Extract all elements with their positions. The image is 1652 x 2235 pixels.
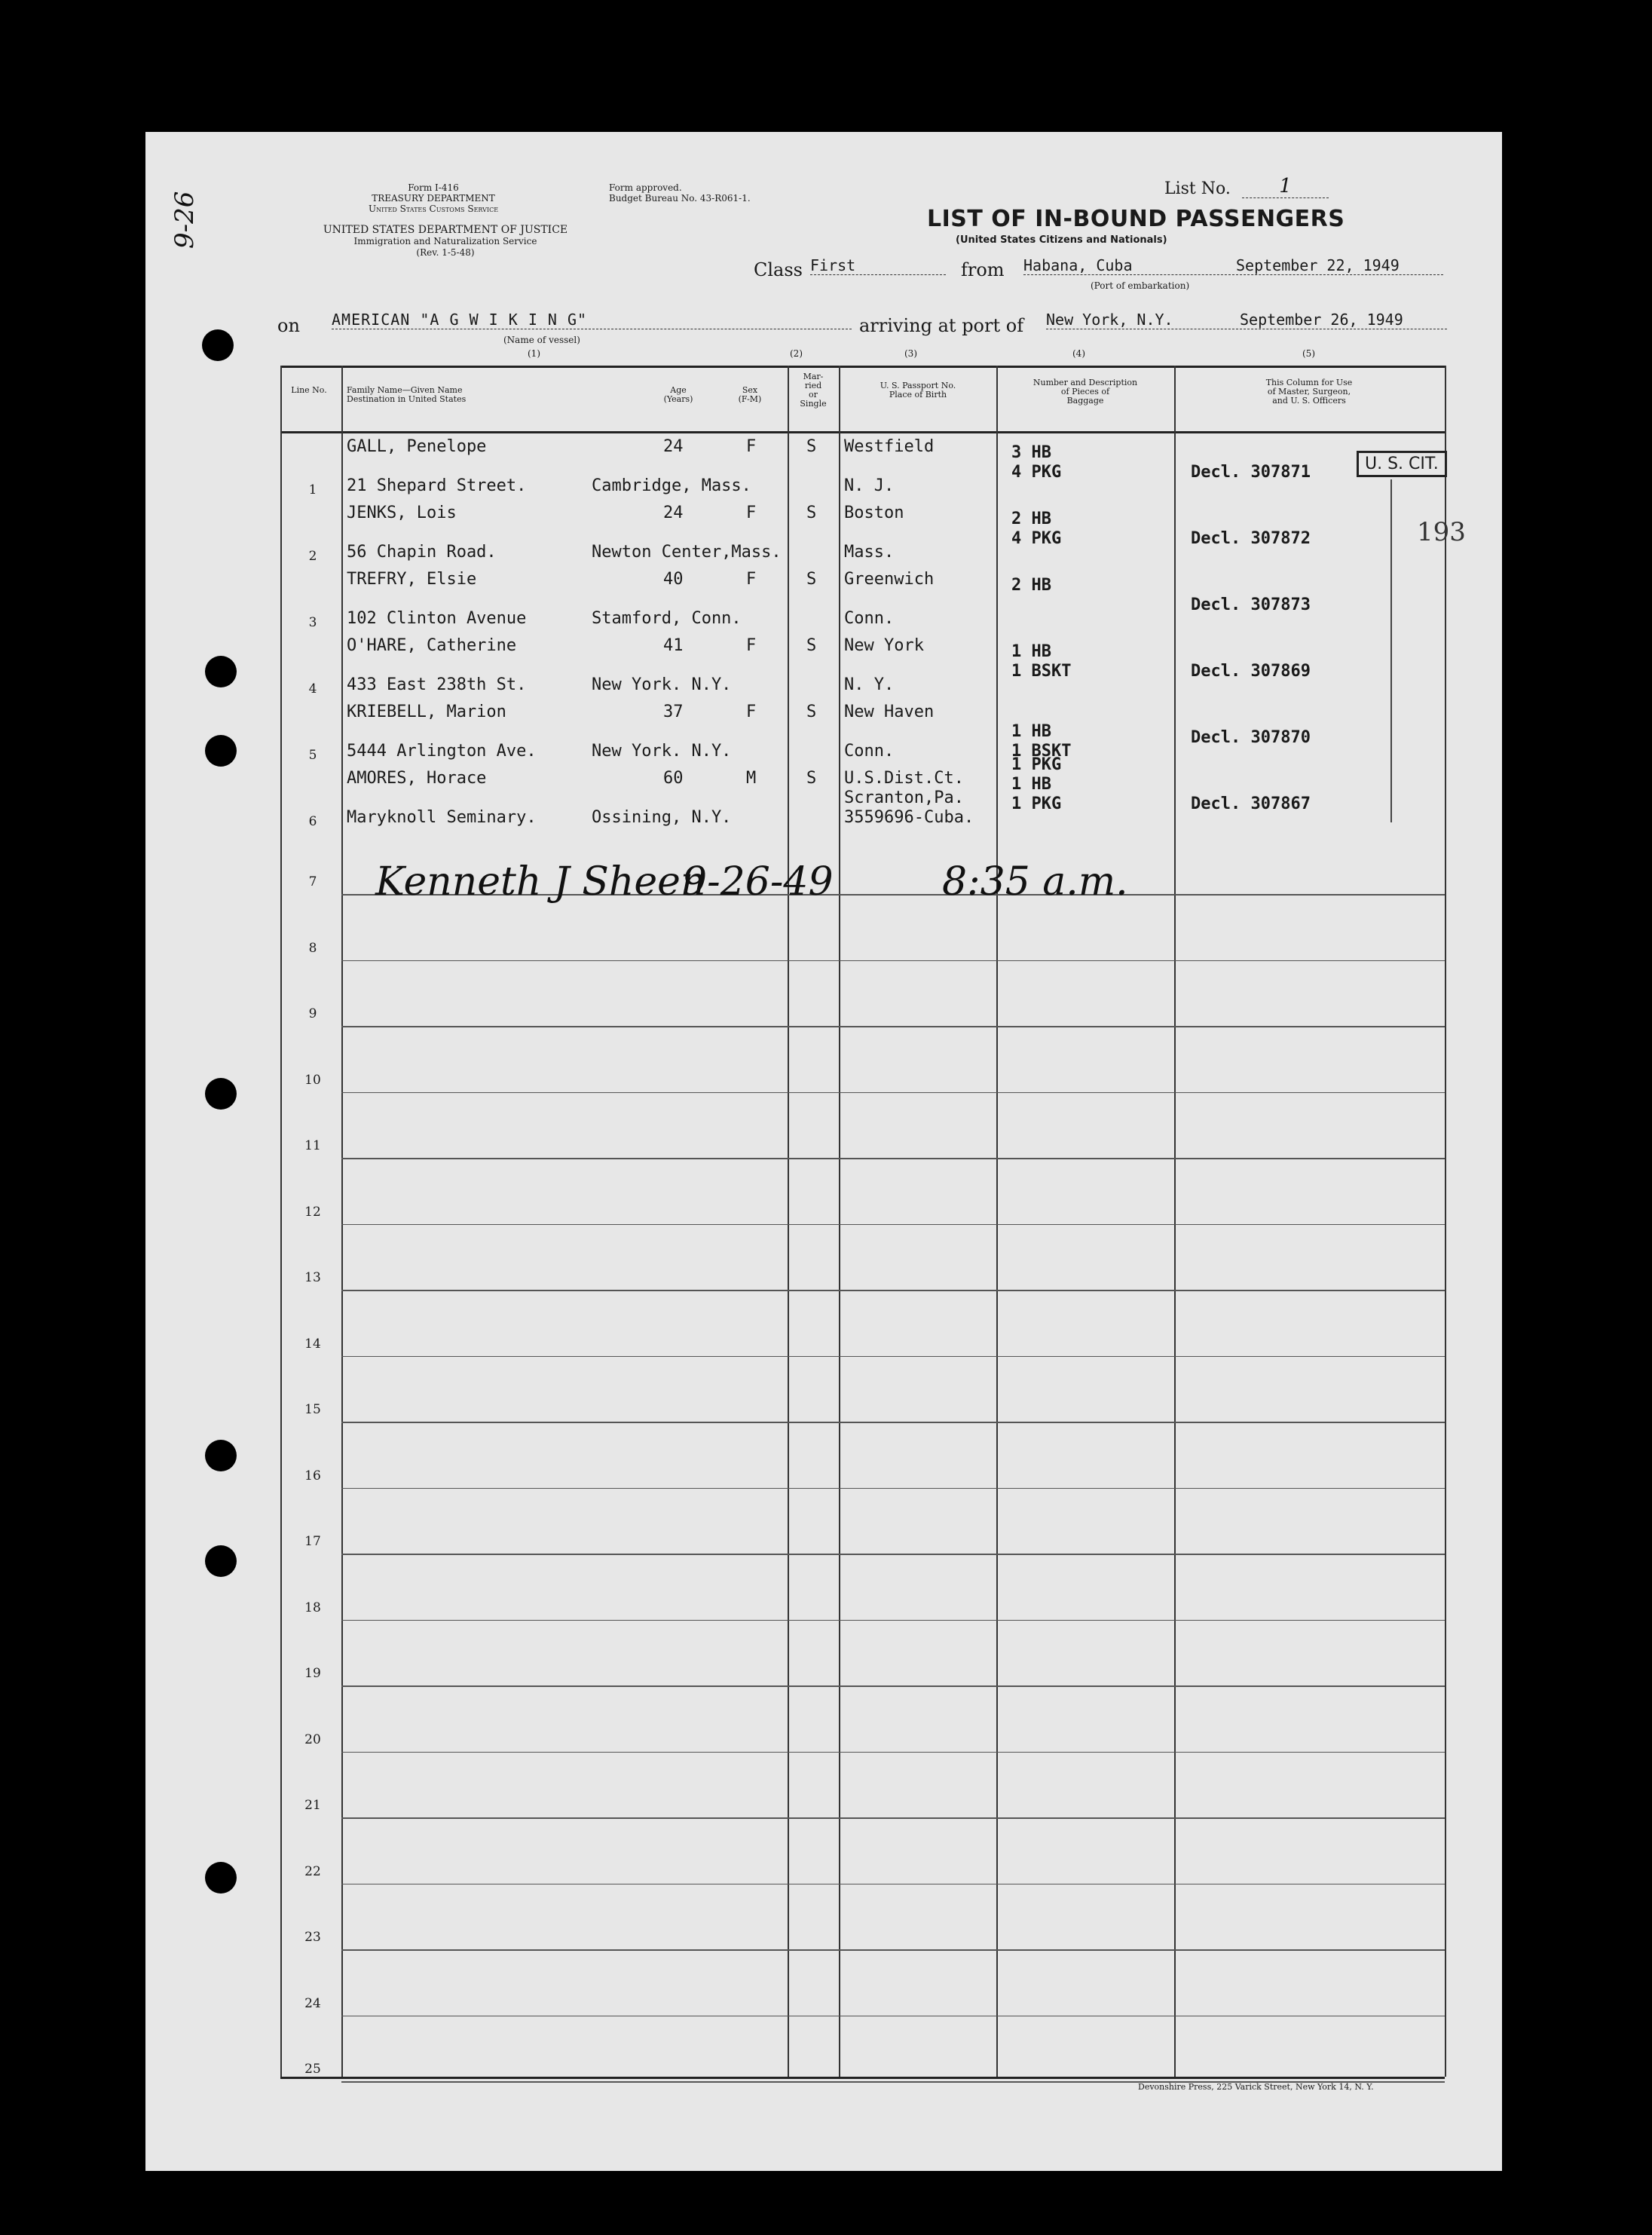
line-number: 6 [308, 814, 317, 829]
col-header-passport: U. S. Passport No. Place of Birth [880, 381, 956, 400]
line-number: 10 [304, 1072, 321, 1088]
row-rule [341, 1884, 1445, 1885]
row-rule [341, 1620, 1445, 1621]
passenger-sex: F [746, 703, 757, 721]
signature-date: 9-26-49 [682, 859, 834, 905]
col-header-officers: This Column for Use of Master, Surgeon, and U. S. Officers [1265, 378, 1353, 406]
row-rule [341, 1224, 1445, 1226]
row-rule [341, 960, 1445, 962]
line-number: 2 [308, 549, 317, 564]
col-number: (3) [904, 348, 917, 359]
passenger-birth: New Haven [844, 703, 935, 721]
embarkation-caption: (Port of embarkation) [1091, 280, 1190, 291]
passenger-name: AMORES, Horace [347, 769, 487, 788]
line-number: 18 [304, 1600, 321, 1615]
baggage-2: 1 BSKT [1011, 742, 1072, 761]
binder-hole [205, 656, 237, 687]
passenger-birth-2: Scranton,Pa. [844, 788, 964, 807]
row-rule [341, 1290, 1445, 1291]
line-number: 15 [304, 1402, 321, 1417]
col-header-line-no: Line No. [291, 385, 327, 395]
passenger-status: S [806, 504, 817, 522]
baggage-1: 1 HB [1011, 775, 1051, 794]
passenger-city: Stamford, Conn. [592, 609, 742, 628]
arrival-port: New York, N.Y. [1046, 311, 1238, 329]
passenger-address: 102 Clinton Avenue [347, 609, 527, 628]
binder-hole [205, 1078, 237, 1110]
margin-note: 9-26 [170, 191, 200, 249]
col-number: (1) [528, 348, 540, 359]
line-number: 12 [304, 1204, 321, 1220]
passenger-age: 40 [663, 570, 684, 589]
document-subtitle: (United States Citizens and Nationals) [956, 234, 1167, 246]
arrival-date: September 26, 1949 [1240, 311, 1447, 329]
col-header-baggage: Number and Description of Pieces of Baggage [1032, 378, 1138, 406]
binder-hole [205, 1440, 237, 1471]
row-rule [341, 1554, 1445, 1555]
passenger-name: JENKS, Lois [347, 504, 457, 522]
list-number-value: 1 [1242, 175, 1329, 198]
passenger-name: TREFRY, Elsie [347, 570, 477, 589]
binder-hole [202, 329, 234, 361]
passenger-age: 37 [663, 703, 684, 721]
from-label: from [961, 259, 1005, 280]
row-rule [341, 1092, 1445, 1094]
row-rule [341, 1488, 1445, 1489]
passenger-sex: M [746, 769, 757, 788]
line-number: 24 [304, 1995, 321, 2011]
embarkation-port: Habana, Cuba [1023, 256, 1234, 275]
row-rule [341, 1949, 1445, 1951]
passenger-address: 56 Chapin Road. [347, 543, 497, 562]
passenger-city: New York. N.Y. [592, 675, 732, 694]
document-title: LIST OF IN-BOUND PASSENGERS [927, 206, 1345, 232]
declaration-number: Decl. 307870 [1191, 728, 1311, 747]
embarkation-date: September 22, 1949 [1236, 256, 1443, 275]
passenger-passport-no: 3559696-Cuba. [844, 808, 974, 827]
us-citizen-stamp: U. S. CIT. [1357, 451, 1447, 477]
line-number: 4 [308, 681, 317, 697]
col-number: (5) [1302, 348, 1315, 359]
vessel-caption: (Name of vessel) [503, 335, 580, 345]
baggage-2: 1 BSKT [1011, 662, 1072, 681]
line-number: 9 [308, 1006, 317, 1021]
revision-label: (Rev. 1-5-48) [416, 247, 475, 258]
col-header-age: Age (Years) [663, 385, 693, 404]
justice-block [276, 225, 615, 259]
baggage-1: 2 HB [1011, 510, 1051, 528]
officer-signature: Kenneth J Sheen [375, 859, 706, 905]
line-number: 3 [308, 615, 317, 630]
line-number: 17 [304, 1534, 321, 1549]
passenger-status: S [806, 437, 817, 456]
line-number: 7 [308, 874, 317, 889]
binder-hole [205, 1545, 237, 1577]
line-number: 25 [304, 2062, 321, 2077]
passenger-status: S [806, 636, 817, 655]
declaration-number: Decl. 307873 [1191, 595, 1311, 614]
declaration-number: Decl. 307871 [1191, 463, 1311, 482]
baggage-2: 1 PKG [1011, 794, 1062, 813]
line-number: 13 [304, 1270, 321, 1285]
passenger-birth-2: Conn. [844, 609, 895, 628]
row-rule [341, 1685, 1445, 1687]
vessel-name: AMERICAN "A G W I K I N G" [332, 311, 852, 329]
stamp-bracket [1390, 479, 1392, 822]
baggage-1: 1 HB [1011, 722, 1051, 741]
form-header-block [317, 182, 550, 214]
baggage-3: 1 PKG [1011, 755, 1062, 774]
baggage-1: 2 HB [1011, 576, 1051, 595]
declaration-number: Decl. 307872 [1191, 529, 1311, 548]
passenger-name: KRIEBELL, Marion [347, 703, 506, 721]
baggage-2: 4 PKG [1011, 463, 1062, 482]
line-number: 21 [304, 1798, 321, 1813]
passenger-city: Ossining, N.Y. [592, 808, 732, 827]
col-number: (4) [1072, 348, 1085, 359]
passenger-name: O'HARE, Catherine [347, 636, 517, 655]
passenger-birth: New York [844, 636, 924, 655]
line-number: 23 [304, 1930, 321, 1945]
col-header-married: Mar- ried or Single [800, 372, 827, 409]
row-rule [341, 1422, 1445, 1423]
binder-hole [205, 735, 237, 767]
passenger-status: S [806, 769, 817, 788]
baggage-1: 3 HB [1011, 443, 1051, 462]
signature-time: 8:35 a.m. [942, 859, 1128, 905]
passenger-sex: F [746, 636, 757, 655]
line-number: 20 [304, 1731, 321, 1747]
passenger-sex: F [746, 437, 757, 456]
passenger-birth: U.S.Dist.Ct. [844, 769, 964, 788]
passenger-birth: Greenwich [844, 570, 935, 589]
passenger-address: Maryknoll Seminary. [347, 808, 537, 827]
passenger-status: S [806, 570, 817, 589]
passenger-address: 21 Shepard Street. [347, 476, 527, 495]
passenger-city: New York. N.Y. [592, 742, 732, 761]
col-header-sex: Sex (F-M) [738, 385, 762, 404]
col-number: (2) [790, 348, 803, 359]
printer-footer: Devonshire Press, 225 Varick Street, New York 14, N. Y. [1138, 2082, 1374, 2092]
declaration-number: Decl. 307867 [1191, 794, 1311, 813]
passenger-city: Newton Center,Mass. [592, 543, 782, 562]
declaration-number: Decl. 307869 [1191, 662, 1311, 681]
row-rule [341, 1752, 1445, 1753]
row-rule [341, 1356, 1445, 1358]
on-label: on [277, 315, 300, 336]
passenger-age: 24 [663, 437, 684, 456]
passenger-birth-2: Mass. [844, 543, 895, 562]
row-rule [341, 1817, 1445, 1819]
col-header-name: Family Name—Given Name Destination in United States [347, 385, 467, 404]
row-rule [341, 1026, 1445, 1027]
approval-block [609, 182, 751, 204]
approval-label: Form approved. [609, 182, 682, 193]
passenger-address: 5444 Arlington Ave. [347, 742, 537, 761]
line-number: 19 [304, 1666, 321, 1681]
stamp-number: 193 [1417, 517, 1466, 547]
passenger-age: 60 [663, 769, 684, 788]
class-value: First [810, 256, 946, 275]
arriving-label: arriving at port of [859, 315, 1024, 336]
customs-label: United States Customs Service [368, 204, 499, 214]
passenger-birth: Westfield [844, 437, 935, 456]
list-number-label: List No. [1164, 179, 1231, 198]
passenger-birth-2: N. J. [844, 476, 895, 495]
baggage-1: 1 HB [1011, 642, 1051, 661]
passenger-birth: Boston [844, 504, 904, 522]
passenger-birth-2: N. Y. [844, 675, 895, 694]
passenger-age: 41 [663, 636, 684, 655]
passenger-age: 24 [663, 504, 684, 522]
row-rule [341, 2016, 1445, 2017]
passenger-address: 433 East 238th St. [347, 675, 527, 694]
passenger-status: S [806, 703, 817, 721]
line-number: 22 [304, 1863, 321, 1879]
passenger-sex: F [746, 570, 757, 589]
ins-label: Immigration and Naturalization Service [353, 236, 537, 246]
passenger-name: GALL, Penelope [347, 437, 487, 456]
binder-hole [205, 1862, 237, 1894]
passenger-sex: F [746, 504, 757, 522]
line-number: 1 [308, 482, 317, 498]
treasury-label: TREASURY DEPARTMENT [372, 193, 495, 204]
line-number: 14 [304, 1336, 321, 1352]
row-rule [341, 1158, 1445, 1159]
passenger-city: Cambridge, Mass. [592, 476, 751, 495]
line-number: 8 [308, 940, 317, 956]
budget-label: Budget Bureau No. 43-R061-1. [609, 193, 751, 204]
justice-label: UNITED STATES DEPARTMENT OF JUSTICE [323, 224, 568, 236]
class-label: Class [754, 259, 803, 280]
passenger-birth-2: Conn. [844, 742, 895, 761]
line-number: 5 [308, 748, 317, 763]
form-number: Form I-416 [408, 182, 459, 193]
baggage-2: 4 PKG [1011, 529, 1062, 548]
line-number: 11 [304, 1138, 321, 1153]
line-number: 16 [304, 1468, 321, 1483]
